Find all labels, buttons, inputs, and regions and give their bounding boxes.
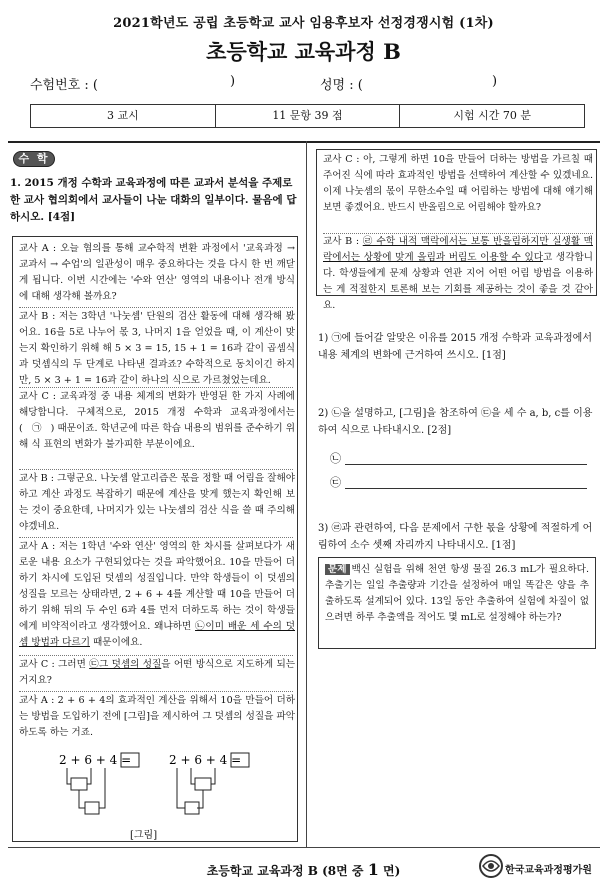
dialogue-b3 [323, 234, 593, 314]
sub-question-1: 1) ㉠에 들어갈 알맞은 이유를 2015 개정 수학과 교육과정에서 내용 체계의 변화에 근거하여 쓰시오. [1점] [318, 333, 593, 361]
subject-badge: 수 학 [13, 151, 55, 167]
problem-text: 백신 실험을 위해 천연 항생 물질 26.3 mL가 필요하다. 추출기는 일일 추출량과 기간을 설정하여 매일 똑같은 양을 추출하도록 설계되어 있다. 13일 동안 추출하여 실험에 차질이 없으려면 하루 추출액을 적어도 몇 mL로 설정해야 하는가? [325, 564, 589, 623]
dialogue-continued-box [316, 149, 597, 311]
sum-box [185, 802, 199, 814]
question-text: 2015 개정 수학과 교육과정에 따른 교과서 분석을 주제로 한 교사 협의회에서 교사들이 나눈 대화의 일부이다. 물음에 답하시오. [4점] [10, 177, 297, 223]
dialogue-c1 [19, 389, 295, 453]
name-label: 성명 : ( [320, 78, 363, 93]
dialogue-c3: 교사 C : 아, 그렇게 하면 10을 만들어 더하는 방법을 가르칠 때 주어진 식에 따라 효과적인 방법을 선택하여 계산할 수 있겠네요. 이제 나눗셈의 몫이 무한소수일 때 어림하는 방법에 대해 얘기해 보면 좋겠어요. 반드시 반올림으로 어림해야 할까요? [323, 154, 593, 213]
underline-d: ㉣ 수학 내적 맥락에서는 보통 반올림하지만 실생활 맥락에서는 상황에 맞게 올림과 버림도 이용할 수 있다 [323, 236, 593, 263]
question-number: 1. [10, 177, 21, 189]
exam-number-label: 수험번호 : ( [30, 78, 98, 93]
kice-logo-icon [477, 852, 505, 880]
bracket [177, 768, 185, 808]
dialogue-a1: 교사 A : 오늘 협의를 통해 교수학적 변환 과정에서 '교육과정 → 교과서 → 수업'의 일관성이 매우 중요하다는 것을 다시 한 번 깨닫게 됩니다. 이번 시간에는 '수와 연산' 영역의 내용이나 전개 방식에 대해 생각해 볼까요? [19, 243, 295, 302]
underline-c: ㉢그 덧셈의 성질 [89, 659, 162, 670]
dialogue-c2-pre: 교사 C : 그러면 [19, 659, 90, 670]
bracket [67, 768, 71, 784]
column-divider [306, 141, 307, 847]
question-count: 11 문항 39 점 [216, 105, 401, 127]
addition-figure [55, 750, 265, 840]
exam-info-row [30, 74, 590, 96]
dialogue-c2-post: 을 어떤 방식으로 지도하게 되는 거지요? [19, 659, 295, 686]
dialogue-b3-post: 고 생각합니다. 학생들에게 문제 상황과 연관 지어 어떤 어림 방법을 이용하는 게 적절한지 토론해 보는 기회를 제공하는 것이 좋을 것 같아요. [323, 252, 593, 311]
question-intro [10, 175, 298, 226]
answer-marker-c: ㉢ [330, 476, 341, 489]
separator [19, 387, 293, 388]
org-name: 한국교육과정평가원 [505, 865, 592, 876]
sum-box [85, 802, 99, 814]
dialogue-c1-pre: 교사 C : 교육과정 중 내용 체계의 변화가 반영된 한 가지 사례에 해당합니다. 구체적으로, 2015 개정 수학과 교육과정에서는 ( [19, 391, 295, 434]
bottom-rule [8, 847, 600, 848]
footer-left: 초등학교 교육과정 B (8면 중 [206, 864, 368, 878]
figure-expr-right: 2 + 6 + 4 = [169, 753, 242, 767]
separator [19, 691, 293, 692]
bracket [99, 768, 105, 808]
sub-question-3: 3) ㉣과 관련하여, 다음 문제에서 구한 몫을 상황에 적절하게 어림하여 소수 셋째 자리까지 나타내시오. [1점] [318, 523, 593, 551]
dialogue-a2-post: 때문이에요. [89, 637, 143, 648]
exam-title: 2021학년도 공립 초등학교 교사 임용후보자 선정경쟁시험 (1차) [113, 16, 494, 31]
exam-info-box [30, 104, 585, 128]
answer-line-c[interactable] [345, 488, 587, 489]
problem-tag: 문제 [325, 564, 350, 575]
bracket [211, 768, 215, 784]
top-rule [8, 141, 600, 143]
blank-marker: ㉠ [31, 423, 42, 434]
bracket [79, 790, 85, 808]
sub-question-2: 2) ㉡을 설명하고, [그림]을 참조하여 ㉢을 세 수 a, b, c를 이용하여 식으로 나타내시오. [2점] [318, 408, 593, 436]
bracket [87, 768, 91, 784]
answer-marker-b: ㉡ [330, 452, 341, 465]
period: 3 교시 [31, 105, 216, 127]
dialogue-a2 [19, 539, 295, 651]
page-number: 1 [367, 860, 379, 879]
bracket [197, 790, 203, 808]
separator [19, 469, 293, 470]
separator [19, 655, 293, 656]
problem-box [318, 557, 596, 649]
bracket [191, 768, 195, 784]
sum-box [195, 778, 211, 790]
footer-right: 면) [378, 864, 401, 878]
dialogue-b3-pre: 교사 B : [323, 236, 363, 247]
underline-b: ㉡이미 배운 세 수의 덧셈 방법과 다르기 [19, 621, 296, 648]
exam-time: 시험 시간 70 분 [453, 109, 531, 122]
dialogue-a2-pre: 교사 A : 저는 1학년 '수와 연산' 영역의 한 차시를 살펴보다가 새로운 내용 요소가 구현되었다는 것을 파악했어요. 10을 만들어 더하기 차시에 도입된 덧셈의 성질입니다. 만약 학생들이 이 덧셈의 성질을 모르는 상태라면, 2 + 6 + 4를 계산할 때 10을 만들어 더하기 위해 뒤의 두 수인 6과 4를 먼저 더하도록 하는 것이 학생들에게 비약적이라고 생각했어요. 왜냐하면 [19, 541, 295, 632]
sum-box [71, 778, 87, 790]
dialogue-c1-post: ) 때문이죠. 학년군에 따른 학습 내용의 범위를 준수하기 위해 식 표현의 변화가 불가피한 부분이에요. [19, 423, 295, 450]
name-close: ) [492, 74, 498, 89]
dialogue-b2: 교사 B : 그렇군요. 나눗셈 알고리즘은 몫을 정할 때 어림을 잘해야 하고 계산 과정도 복잡하기 때문에 계산을 맞게 했는지 확인해 보는 것이 중요한데, 나머지가 있는 나눗셈의 검산 식을 쓸 때 주의해야겠네요. [19, 473, 295, 532]
exam-number-close: ) [230, 74, 236, 89]
figure-expr-left: 2 + 6 + 4 = [59, 753, 132, 767]
dialogue-a3: 교사 A : 2 + 6 + 4의 효과적인 계산을 위해서 10을 만들어 더하는 방법을 도입하기 전에 [그림]을 제시하여 그 덧셈의 성질을 파악하도록 하는 거죠. [19, 695, 295, 738]
subject-title: 초등학교 교육과정 B [206, 39, 401, 64]
figure-label: [그림] [130, 830, 158, 841]
separator [19, 307, 293, 308]
separator [19, 537, 293, 538]
answer-line-b[interactable] [345, 464, 587, 465]
dialogue-b1: 교사 B : 저는 3학년 '나눗셈' 단원의 검산 활동에 대해 생각해 봤어요. 16을 5로 나누어 몫 3, 나머지 1을 얻었을 때, 이 계산이 맞는지 확인하기 위해 해 5 × 3 = 15, 15 + 1 = 16과 같이 곱셈식과 덧셈식의 두 단계로 나타낸 결과죠? 수학적으로 동치이긴 하지만, 5 × 3 + 1 = 16과 같이 하나의 식으로 가르쳤었는데요. [19, 311, 295, 386]
dialogue-c2 [19, 657, 295, 689]
